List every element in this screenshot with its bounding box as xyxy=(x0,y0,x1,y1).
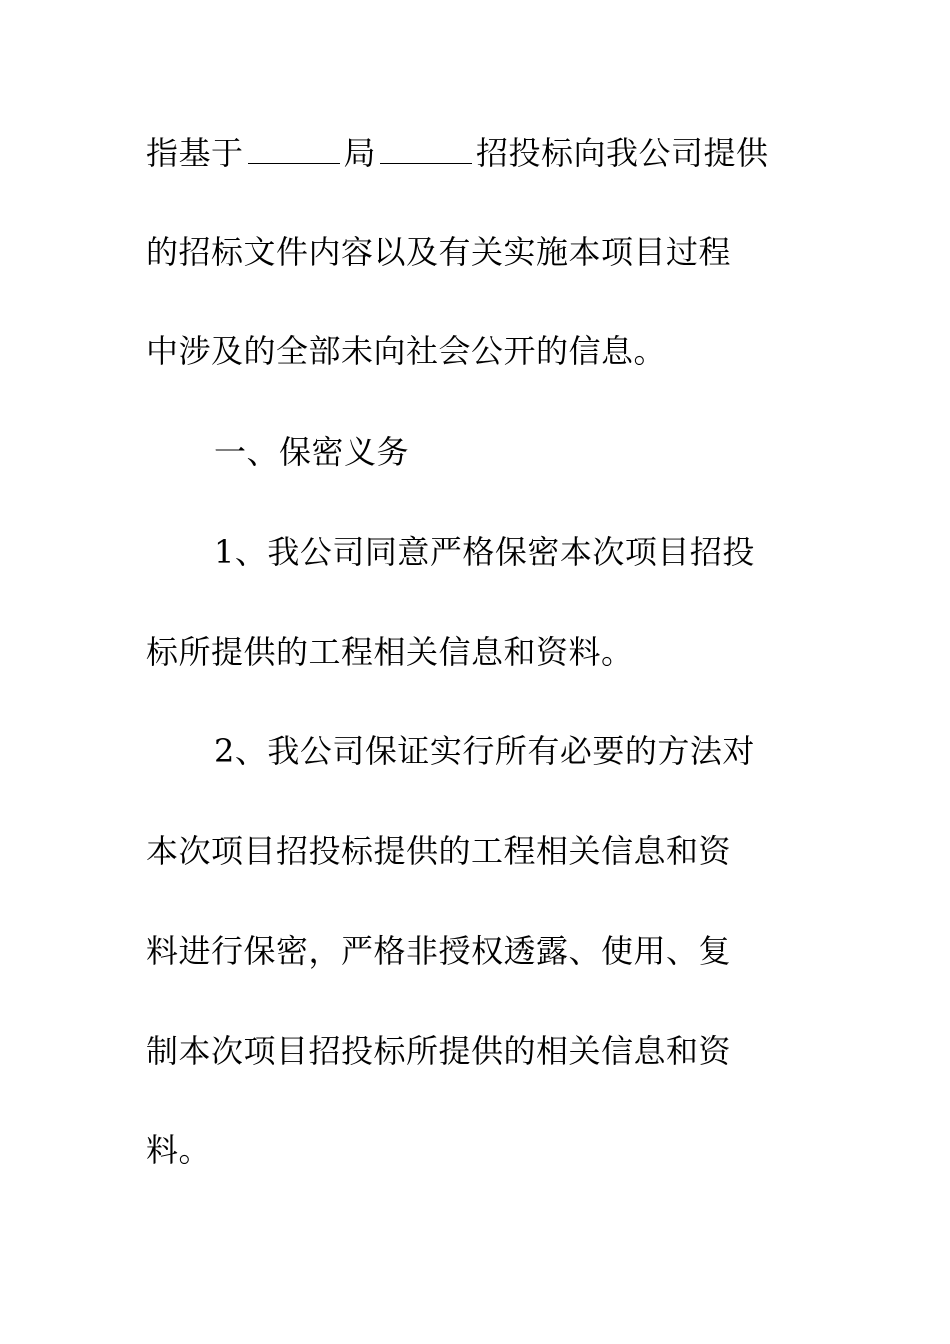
line-1-prefix: 指基于 xyxy=(146,134,244,172)
line-1-middle: 局 xyxy=(343,134,377,172)
clause-2-line-4: 制本次项目招投标所提供的相关信息和资 xyxy=(146,1032,732,1070)
clause-1-line-2: 标所提供的工程相关信息和资料。 xyxy=(146,633,634,671)
fill-in-blank-1 xyxy=(248,137,340,164)
section-heading: 一、保密义务 xyxy=(214,433,410,471)
fill-in-blank-2 xyxy=(380,137,472,164)
clause-1-line-1: 1、我公司同意严格保密本次项目招投 xyxy=(214,533,755,571)
clause-2-line-5: 料。 xyxy=(146,1131,212,1169)
clause-2-line-2: 本次项目招投标提供的工程相关信息和资 xyxy=(146,832,732,870)
clause-2-line-1: 2、我公司保证实行所有必要的方法对 xyxy=(214,732,755,770)
paragraph-line-1 xyxy=(146,133,846,173)
line-1-suffix: 招投标向我公司提供 xyxy=(476,134,769,172)
paragraph-line-3: 中涉及的全部未向社会公开的信息。 xyxy=(146,332,667,370)
clause-2-line-3: 料进行保密，严格非授权透露、使用、复 xyxy=(146,932,732,970)
paragraph-line-2: 的招标文件内容以及有关实施本项目过程 xyxy=(146,233,732,271)
